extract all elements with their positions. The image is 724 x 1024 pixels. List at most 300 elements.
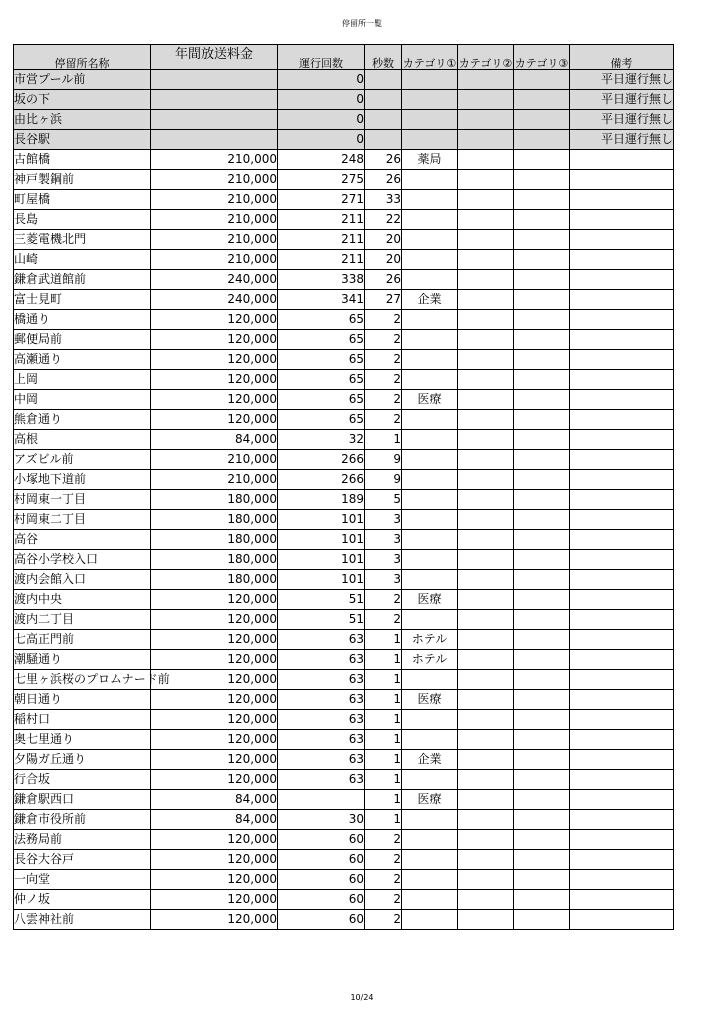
table-row (14, 470, 674, 490)
annual-fee-cell: 180,000 (151, 570, 278, 590)
note-cell (570, 390, 674, 410)
category-1-cell (402, 870, 458, 890)
runs-cell: 63 (278, 630, 365, 650)
category-3-cell (514, 350, 570, 370)
category-1-cell (402, 810, 458, 830)
seconds-cell: 9 (365, 470, 402, 490)
note-cell (570, 810, 674, 830)
category-3-cell (514, 510, 570, 530)
category-3-cell (514, 650, 570, 670)
annual-fee-cell: 120,000 (151, 750, 278, 770)
note-cell (570, 670, 674, 690)
note-cell (570, 910, 674, 930)
category-2-cell (458, 90, 514, 110)
note-cell (570, 630, 674, 650)
table-row (14, 250, 674, 270)
category-2-cell (458, 910, 514, 930)
category-3-cell (514, 430, 570, 450)
table-row (14, 90, 674, 110)
category-3-cell (514, 330, 570, 350)
annual-fee-cell (151, 130, 278, 150)
table-row (14, 530, 674, 550)
category-1-cell (402, 370, 458, 390)
category-1-cell (402, 730, 458, 750)
header-category-2: カテゴリ② (458, 45, 514, 70)
stop-name-cell: 高瀬通り (14, 350, 151, 370)
category-2-cell (458, 110, 514, 130)
runs-cell: 0 (278, 110, 365, 130)
note-cell (570, 270, 674, 290)
category-2-cell (458, 370, 514, 390)
category-3-cell (514, 690, 570, 710)
runs-cell: 63 (278, 770, 365, 790)
runs-cell (278, 790, 365, 810)
annual-fee-cell: 120,000 (151, 730, 278, 750)
category-2-cell (458, 530, 514, 550)
category-1-cell (402, 330, 458, 350)
seconds-cell: 3 (365, 570, 402, 590)
category-1-cell (402, 710, 458, 730)
category-3-cell (514, 130, 570, 150)
category-3-cell (514, 610, 570, 630)
note-cell (570, 330, 674, 350)
table-row (14, 490, 674, 510)
category-1-cell (402, 130, 458, 150)
category-2-cell (458, 650, 514, 670)
seconds-cell: 5 (365, 490, 402, 510)
seconds-cell: 2 (365, 850, 402, 870)
table-row (14, 330, 674, 350)
category-3-cell (514, 210, 570, 230)
seconds-cell: 2 (365, 890, 402, 910)
category-1-cell: ホテル (402, 650, 458, 670)
stop-name-cell: 熊倉通り (14, 410, 151, 430)
category-1-cell: ホテル (402, 630, 458, 650)
seconds-cell: 3 (365, 510, 402, 530)
stop-name-cell: 高根 (14, 430, 151, 450)
category-1-cell: 医療 (402, 390, 458, 410)
stop-name-cell: 長谷大谷戸 (14, 850, 151, 870)
category-3-cell (514, 850, 570, 870)
seconds-cell: 1 (365, 770, 402, 790)
category-2-cell (458, 490, 514, 510)
stop-name-cell: 渡内中央 (14, 590, 151, 610)
runs-cell: 275 (278, 170, 365, 190)
category-3-cell (514, 150, 570, 170)
runs-cell: 60 (278, 910, 365, 930)
note-cell (570, 490, 674, 510)
annual-fee-cell: 120,000 (151, 330, 278, 350)
category-1-cell (402, 230, 458, 250)
seconds-cell: 1 (365, 750, 402, 770)
annual-fee-cell: 210,000 (151, 230, 278, 250)
category-2-cell (458, 590, 514, 610)
category-3-cell (514, 450, 570, 470)
table-row (14, 150, 674, 170)
category-1-cell (402, 70, 458, 90)
runs-cell: 65 (278, 410, 365, 430)
page-number: 10/24 (350, 993, 374, 1002)
table-row (14, 770, 674, 790)
seconds-cell (365, 130, 402, 150)
seconds-cell: 1 (365, 690, 402, 710)
table-row (14, 210, 674, 230)
annual-fee-cell: 210,000 (151, 170, 278, 190)
table-row (14, 890, 674, 910)
stop-name-cell: 坂の下 (14, 90, 151, 110)
runs-cell: 0 (278, 90, 365, 110)
runs-cell: 63 (278, 670, 365, 690)
category-1-cell (402, 850, 458, 870)
annual-fee-cell: 180,000 (151, 530, 278, 550)
runs-cell: 60 (278, 850, 365, 870)
table-row (14, 810, 674, 830)
table-row (14, 270, 674, 290)
category-3-cell (514, 570, 570, 590)
table-row (14, 570, 674, 590)
category-1-cell: 医療 (402, 690, 458, 710)
category-3-cell (514, 490, 570, 510)
annual-fee-cell (151, 110, 278, 130)
annual-fee-cell: 120,000 (151, 910, 278, 930)
stop-name-cell: 村岡東二丁目 (14, 510, 151, 530)
note-cell (570, 770, 674, 790)
category-1-cell: 医療 (402, 590, 458, 610)
category-1-cell (402, 550, 458, 570)
category-2-cell (458, 670, 514, 690)
runs-cell: 101 (278, 570, 365, 590)
runs-cell: 63 (278, 750, 365, 770)
stop-name-cell: 由比ヶ浜 (14, 110, 151, 130)
category-3-cell (514, 530, 570, 550)
category-1-cell (402, 350, 458, 370)
note-cell (570, 150, 674, 170)
category-1-cell (402, 510, 458, 530)
category-2-cell (458, 690, 514, 710)
table-body (14, 70, 674, 930)
stop-name-cell: 神戸製鋼前 (14, 170, 151, 190)
stop-name-cell: 鎌倉武道館前 (14, 270, 151, 290)
runs-cell: 266 (278, 470, 365, 490)
stop-name-cell: 渡内二丁目 (14, 610, 151, 630)
table-row (14, 110, 674, 130)
category-3-cell (514, 750, 570, 770)
annual-fee-cell: 84,000 (151, 790, 278, 810)
runs-cell: 101 (278, 530, 365, 550)
stop-name-cell: 潮騒通り (14, 650, 151, 670)
seconds-cell: 2 (365, 370, 402, 390)
seconds-cell: 1 (365, 650, 402, 670)
table-header-row (14, 45, 674, 70)
runs-cell: 60 (278, 890, 365, 910)
category-3-cell (514, 370, 570, 390)
note-cell (570, 350, 674, 370)
annual-fee-cell: 210,000 (151, 190, 278, 210)
annual-fee-cell: 120,000 (151, 370, 278, 390)
seconds-cell: 1 (365, 790, 402, 810)
table-row (14, 170, 674, 190)
note-cell (570, 250, 674, 270)
annual-fee-cell: 210,000 (151, 150, 278, 170)
stop-name-cell: 三菱電機北門 (14, 230, 151, 250)
category-3-cell (514, 590, 570, 610)
category-1-cell (402, 830, 458, 850)
category-1-cell: 企業 (402, 290, 458, 310)
stop-name-cell: 奥七里通り (14, 730, 151, 750)
stop-name-cell: 渡内会館入口 (14, 570, 151, 590)
category-2-cell (458, 550, 514, 570)
annual-fee-cell: 210,000 (151, 210, 278, 230)
category-2-cell (458, 830, 514, 850)
table-row (14, 750, 674, 770)
category-3-cell (514, 230, 570, 250)
note-cell (570, 790, 674, 810)
runs-cell: 30 (278, 810, 365, 830)
stop-name-cell: 町屋橋 (14, 190, 151, 210)
note-cell (570, 610, 674, 630)
category-2-cell (458, 790, 514, 810)
runs-cell: 211 (278, 210, 365, 230)
table-row (14, 390, 674, 410)
note-cell (570, 550, 674, 570)
stop-name-cell: 鎌倉駅西口 (14, 790, 151, 810)
runs-cell: 211 (278, 230, 365, 250)
stop-name-cell: 七高正門前 (14, 630, 151, 650)
runs-cell: 101 (278, 510, 365, 530)
annual-fee-cell: 180,000 (151, 510, 278, 530)
category-2-cell (458, 770, 514, 790)
note-cell: 平日運行無し (570, 90, 674, 110)
note-cell (570, 870, 674, 890)
table-row (14, 830, 674, 850)
annual-fee-cell: 210,000 (151, 250, 278, 270)
header-runs: 運行回数 (278, 45, 365, 70)
table-row (14, 550, 674, 570)
runs-cell: 211 (278, 250, 365, 270)
annual-fee-cell: 84,000 (151, 430, 278, 450)
runs-cell: 32 (278, 430, 365, 450)
annual-fee-cell: 120,000 (151, 630, 278, 650)
category-1-cell (402, 210, 458, 230)
stop-name-cell: 夕陽ガ丘通り (14, 750, 151, 770)
runs-cell: 65 (278, 330, 365, 350)
runs-cell: 65 (278, 370, 365, 390)
category-3-cell (514, 770, 570, 790)
category-3-cell (514, 250, 570, 270)
table-row (14, 730, 674, 750)
category-3-cell (514, 630, 570, 650)
stop-name-cell: 一向堂 (14, 870, 151, 890)
seconds-cell: 26 (365, 270, 402, 290)
table-row (14, 790, 674, 810)
table-row (14, 650, 674, 670)
stop-name-cell: 郵便局前 (14, 330, 151, 350)
stop-name-cell: 行合坂 (14, 770, 151, 790)
header-category-3: カテゴリ③ (514, 45, 570, 70)
annual-fee-cell: 120,000 (151, 850, 278, 870)
table-row (14, 610, 674, 630)
runs-cell: 65 (278, 350, 365, 370)
category-1-cell (402, 110, 458, 130)
note-cell: 平日運行無し (570, 130, 674, 150)
category-1-cell: 薬局 (402, 150, 458, 170)
runs-cell: 189 (278, 490, 365, 510)
annual-fee-cell: 240,000 (151, 270, 278, 290)
note-cell (570, 690, 674, 710)
category-3-cell (514, 270, 570, 290)
category-1-cell (402, 490, 458, 510)
note-cell (570, 730, 674, 750)
category-2-cell (458, 630, 514, 650)
stop-name-cell: 市営プール前 (14, 70, 151, 90)
category-3-cell (514, 390, 570, 410)
category-1-cell (402, 770, 458, 790)
stop-name-cell: 上岡 (14, 370, 151, 390)
stop-name-cell: 高谷小学校入口 (14, 550, 151, 570)
category-3-cell (514, 670, 570, 690)
stop-name-cell: 鎌倉市役所前 (14, 810, 151, 830)
stop-name-cell: 仲ノ坂 (14, 890, 151, 910)
category-3-cell (514, 710, 570, 730)
category-2-cell (458, 470, 514, 490)
note-cell (570, 210, 674, 230)
table-row (14, 190, 674, 210)
note-cell: 平日運行無し (570, 70, 674, 90)
note-cell (570, 290, 674, 310)
seconds-cell: 20 (365, 250, 402, 270)
note-cell (570, 890, 674, 910)
note-cell (570, 410, 674, 430)
runs-cell: 63 (278, 690, 365, 710)
seconds-cell: 2 (365, 410, 402, 430)
category-3-cell (514, 550, 570, 570)
category-1-cell (402, 170, 458, 190)
seconds-cell: 2 (365, 330, 402, 350)
seconds-cell: 2 (365, 870, 402, 890)
category-3-cell (514, 310, 570, 330)
stop-name-cell: 古館橋 (14, 150, 151, 170)
category-1-cell (402, 470, 458, 490)
category-2-cell (458, 870, 514, 890)
category-1-cell (402, 410, 458, 430)
stop-name-cell: 七里ヶ浜桜のプロムナード前 (14, 670, 151, 690)
seconds-cell: 2 (365, 350, 402, 370)
table-row (14, 870, 674, 890)
category-1-cell: 企業 (402, 750, 458, 770)
category-1-cell (402, 910, 458, 930)
seconds-cell: 1 (365, 670, 402, 690)
note-cell (570, 470, 674, 490)
runs-cell: 0 (278, 70, 365, 90)
seconds-cell: 2 (365, 830, 402, 850)
runs-cell: 63 (278, 650, 365, 670)
category-1-cell (402, 670, 458, 690)
runs-cell: 60 (278, 870, 365, 890)
header-note: 備考 (570, 45, 674, 70)
annual-fee-cell: 210,000 (151, 470, 278, 490)
runs-cell: 341 (278, 290, 365, 310)
category-2-cell (458, 250, 514, 270)
header-name: 停留所名称 (14, 45, 151, 70)
annual-fee-cell (151, 90, 278, 110)
note-cell: 平日運行無し (570, 110, 674, 130)
seconds-cell: 26 (365, 150, 402, 170)
category-3-cell (514, 870, 570, 890)
category-2-cell (458, 170, 514, 190)
category-3-cell (514, 70, 570, 90)
runs-cell: 248 (278, 150, 365, 170)
seconds-cell: 2 (365, 590, 402, 610)
category-3-cell (514, 730, 570, 750)
seconds-cell (365, 110, 402, 130)
category-2-cell (458, 290, 514, 310)
runs-cell: 65 (278, 310, 365, 330)
table-row (14, 910, 674, 930)
seconds-cell: 1 (365, 630, 402, 650)
annual-fee-cell: 240,000 (151, 290, 278, 310)
table-row (14, 590, 674, 610)
category-2-cell (458, 430, 514, 450)
category-2-cell (458, 750, 514, 770)
runs-cell: 63 (278, 710, 365, 730)
seconds-cell: 2 (365, 910, 402, 930)
category-2-cell (458, 810, 514, 830)
stop-name-cell: 橋通り (14, 310, 151, 330)
runs-cell: 51 (278, 590, 365, 610)
category-1-cell (402, 190, 458, 210)
stop-name-cell: 富士見町 (14, 290, 151, 310)
seconds-cell: 1 (365, 430, 402, 450)
annual-fee-cell: 120,000 (151, 830, 278, 850)
category-1-cell: 医療 (402, 790, 458, 810)
category-2-cell (458, 230, 514, 250)
bus-stop-table (13, 44, 674, 930)
annual-fee-cell: 120,000 (151, 610, 278, 630)
category-3-cell (514, 890, 570, 910)
category-1-cell (402, 310, 458, 330)
category-2-cell (458, 350, 514, 370)
stop-name-cell: 小塚地下道前 (14, 470, 151, 490)
note-cell (570, 370, 674, 390)
runs-cell: 0 (278, 130, 365, 150)
runs-cell: 63 (278, 730, 365, 750)
stop-name-cell: アズビル前 (14, 450, 151, 470)
category-3-cell (514, 190, 570, 210)
category-2-cell (458, 390, 514, 410)
table-row (14, 670, 674, 690)
seconds-cell: 3 (365, 550, 402, 570)
annual-fee-cell (151, 70, 278, 90)
runs-cell: 271 (278, 190, 365, 210)
category-3-cell (514, 290, 570, 310)
stop-name-cell: 朝日通り (14, 690, 151, 710)
header-seconds: 秒数 (365, 45, 402, 70)
note-cell (570, 850, 674, 870)
category-2-cell (458, 450, 514, 470)
table-row (14, 70, 674, 90)
category-2-cell (458, 850, 514, 870)
category-1-cell (402, 250, 458, 270)
annual-fee-cell: 120,000 (151, 870, 278, 890)
table-row (14, 710, 674, 730)
runs-cell: 60 (278, 830, 365, 850)
category-3-cell (514, 830, 570, 850)
category-1-cell (402, 450, 458, 470)
category-1-cell (402, 570, 458, 590)
note-cell (570, 750, 674, 770)
annual-fee-cell: 84,000 (151, 810, 278, 830)
category-2-cell (458, 610, 514, 630)
